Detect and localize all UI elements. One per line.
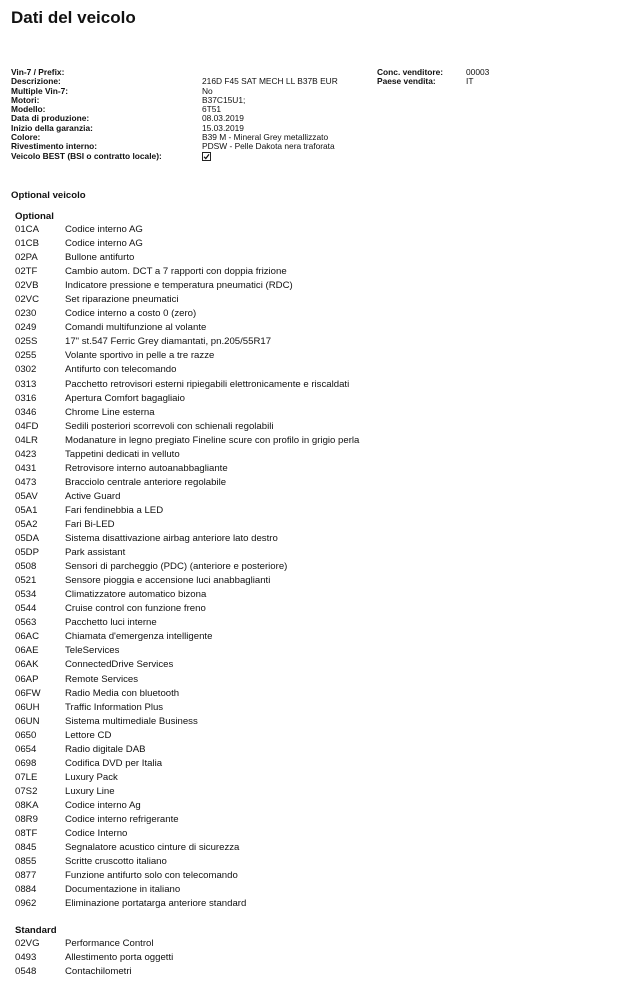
info-row [11,105,631,114]
info-row [11,77,631,86]
option-description: Radio digitale DAB [65,743,146,755]
option-description: Park assistant [65,547,126,559]
list-item [15,771,615,785]
option-code: 0508 [15,561,37,573]
option-code: 025S [15,336,38,348]
list-item [15,420,615,434]
info-right-label: Conc. venditore: [377,67,444,77]
option-code: 0534 [15,589,37,601]
list-item [15,757,615,771]
option-description: Contachilometri [65,966,132,978]
option-description: Modanature in legno pregiato Fineline scure con profilo in grigio perla [65,434,360,446]
option-description: Fari fendinebbia a LED [65,504,164,516]
option-description: Sistema multimediale Business [65,715,198,727]
option-code: 07S2 [15,785,38,797]
option-description: Antifurto con telecomando [65,364,177,376]
info-row [11,87,631,96]
list-item [15,518,615,532]
list-item [15,897,615,911]
option-description: Comandi multifunzione al volante [65,322,207,334]
list-item [15,855,615,869]
list-item [15,785,615,799]
list-item [15,560,615,574]
option-description: Luxury Line [65,785,115,797]
option-code: 05AV [15,490,38,502]
list-item [15,869,615,883]
list-item [15,799,615,813]
option-description: 17" st.547 Ferric Grey diamantati, pn.205/55R17 [65,336,272,348]
option-description: Eliminazione portatarga anteriore standard [65,898,247,910]
list-item [15,307,615,321]
list-item [15,937,615,951]
info-label: Inizio della garanzia: [11,122,93,133]
info-row [11,114,631,123]
option-description: Scritte cruscotto italiano [65,856,167,868]
option-description: Sistema disattivazione airbag anteriore lato destro [65,533,278,545]
option-description: Codice interno Ag [65,799,141,811]
option-code: 0855 [15,856,37,868]
list-item [15,265,615,279]
option-code: 05A1 [15,504,38,516]
option-code: 0563 [15,617,37,629]
list-item [15,392,615,406]
list-item [15,293,615,307]
option-description: Luxury Pack [65,771,118,783]
option-code: 06AC [15,631,39,643]
info-row [11,96,631,105]
list-item [15,658,615,672]
option-code: 05A2 [15,518,38,530]
option-code: 04LR [15,434,38,446]
option-code: 0845 [15,842,37,854]
list-item [15,378,615,392]
page-title: Dati del veicolo [11,8,136,27]
option-code: 06AK [15,659,39,671]
option-description: Cambio autom. DCT a 7 rapporti con doppia frizione [65,266,287,278]
list-item [15,602,615,616]
list-item [15,883,615,897]
list-item [15,687,615,701]
option-description: Volante sportivo in pelle a tre razze [65,350,215,362]
list-item [15,349,615,363]
info-label: Motori: [11,94,40,105]
option-description: Chrome Line esterna [65,406,155,418]
option-code: 0650 [15,729,37,741]
option-description: Active Guard [65,490,121,502]
option-code: 0544 [15,603,37,615]
option-description: TeleServices [65,645,120,657]
info-value: 6T51 [202,104,222,115]
option-description: Set riparazione pneumatici [65,294,179,306]
option-code: 02VB [15,280,39,292]
option-code: 06AE [15,645,39,657]
option-code: 0249 [15,322,37,334]
info-row [11,152,631,161]
option-description: Segnalatore acustico cinture di sicurezza [65,842,240,854]
option-description: Fari Bi-LED [65,518,115,530]
list-item [15,462,615,476]
info-value: B37C15U1; [202,94,246,105]
option-description: Sedili posteriori scorrevoli con schienali regolabili [65,420,274,432]
option-description: Documentazione in italiano [65,884,181,896]
list-item [15,630,615,644]
option-code: 0346 [15,406,37,418]
option-code: 0877 [15,870,37,882]
option-description: Apertura Comfort bagagliaio [65,392,185,404]
option-code: 0962 [15,898,37,910]
list-item [15,616,615,630]
list-item [15,434,615,448]
list-item [15,223,615,237]
info-label: Colore: [11,132,41,143]
info-value: 216D F45 SAT MECH LL B37B EUR [202,76,338,87]
best-checkbox[interactable] [202,152,211,161]
option-description: Funzione antifurto solo con telecomando [65,870,238,882]
option-description: Codice Interno [65,828,128,840]
list-item [15,279,615,293]
option-code: 07LE [15,771,38,783]
info-value: 08.03.2019 [202,113,244,124]
info-value: B39 M - Mineral Grey metallizzato [202,132,329,143]
list-item [15,644,615,658]
option-code: 0654 [15,743,37,755]
info-label: Rivestimento interno: [11,141,98,152]
option-description: Bullone antifurto [65,252,135,264]
option-code: 01CA [15,224,39,235]
optional-section-title: Optional veicolo [11,190,86,201]
info-right-label: Paese vendita: [377,76,436,87]
option-code: 08R9 [15,813,38,825]
info-label: Modello: [11,104,46,115]
info-value: No [202,85,213,96]
list-item [15,363,615,377]
option-description: ConnectedDrive Services [65,659,174,671]
list-item [15,335,615,349]
option-description: Pacchetto luci interne [65,617,157,629]
list-item [15,532,615,546]
option-description: Codifica DVD per Italia [65,757,163,769]
option-code: 05DP [15,547,39,559]
option-code: 06AP [15,673,39,685]
list-item [15,321,615,335]
option-description: Allestimento porta oggetti [65,952,174,964]
option-code: 0313 [15,378,37,390]
option-code: 0698 [15,757,37,769]
option-description: Sensore pioggia e accensione luci anabbaglianti [65,575,271,587]
option-description: Retrovisore interno autoanabbagliante [65,462,228,474]
option-description: Codice interno AG [65,238,143,250]
vehicle-info [11,68,631,161]
info-label: Descrizione: [11,76,61,87]
option-description: Chiamata d'emergenza intelligente [65,631,213,643]
list-item [15,490,615,504]
info-value: PDSW - Pelle Dakota nera traforata [202,141,335,152]
list-item [15,574,615,588]
list-item [15,715,615,729]
option-code: 06FW [15,687,41,699]
option-description: Performance Control [65,938,154,949]
option-code: 08KA [15,799,39,811]
option-description: Tappetini dedicati in velluto [65,448,180,460]
option-description: Codice interno AG [65,224,143,235]
option-code: 02TF [15,266,38,278]
option-code: 0230 [15,308,37,320]
standard-group [15,924,615,979]
option-code: 04FD [15,420,39,432]
option-description: Pacchetto retrovisori esterni ripiegabili elettronicamente e riscaldati [65,378,350,390]
option-code: 05DA [15,533,39,545]
info-label: Multiple Vin-7: [11,85,69,96]
info-right-value: 00003 [466,67,490,77]
checkmark-icon [203,153,210,160]
info-label: Veicolo BEST (BSI o contratto locale): [11,150,162,161]
list-item [15,406,615,420]
option-description: Indicatore pressione e temperatura pneumatici (RDC) [65,280,293,292]
option-code: 02VG [15,938,40,949]
info-right-value: IT [466,76,474,87]
standard-group-title: Standard [15,925,57,936]
list-item [15,673,615,687]
info-value: 15.03.2019 [202,122,244,133]
list-item [15,237,615,251]
list-item [15,743,615,757]
option-code: 06UH [15,701,40,713]
option-code: 0255 [15,350,37,362]
option-description: Codice interno refrigerante [65,813,179,825]
option-code: 0493 [15,952,37,964]
option-description: Cruise control con funzione freno [65,603,206,615]
option-description: Lettore CD [65,729,112,741]
list-item [15,476,615,490]
list-item [15,827,615,841]
standard-list [15,937,615,979]
list-item [15,546,615,560]
list-item [15,448,615,462]
list-item [15,951,615,965]
option-description: Sensori di parcheggio (PDC) (anteriore e posteriore) [65,561,288,573]
list-item [15,813,615,827]
option-code: 0548 [15,966,37,978]
option-code: 06UN [15,715,40,727]
list-item [15,504,615,518]
option-code: 01CB [15,238,39,250]
option-code: 02PA [15,252,38,264]
option-code: 0423 [15,448,37,460]
info-label: Vin-7 / Prefix: [11,67,65,77]
optional-group [15,210,615,911]
option-code: 0473 [15,476,37,488]
option-description: Radio Media con bluetooth [65,687,180,699]
list-item [15,841,615,855]
option-description: Remote Services [65,673,139,685]
option-code: 0316 [15,392,37,404]
option-description: Climatizzatore automatico bizona [65,589,207,601]
list-item [15,701,615,715]
option-description: Bracciolo centrale anteriore regolabile [65,476,227,488]
option-code: 0431 [15,462,37,474]
list-item [15,965,615,979]
option-code: 0884 [15,884,37,896]
option-code: 02VC [15,294,39,306]
option-description: Codice interno a costo 0 (zero) [65,308,197,320]
option-code: 08TF [15,828,38,840]
list-item [15,729,615,743]
info-label: Data di produzione: [11,113,90,124]
option-code: 0302 [15,364,37,376]
optional-list [15,223,615,911]
option-description: Traffic Information Plus [65,701,164,713]
option-code: 0521 [15,575,37,587]
list-item [15,588,615,602]
list-item [15,251,615,265]
optional-group-title: Optional [15,211,54,222]
